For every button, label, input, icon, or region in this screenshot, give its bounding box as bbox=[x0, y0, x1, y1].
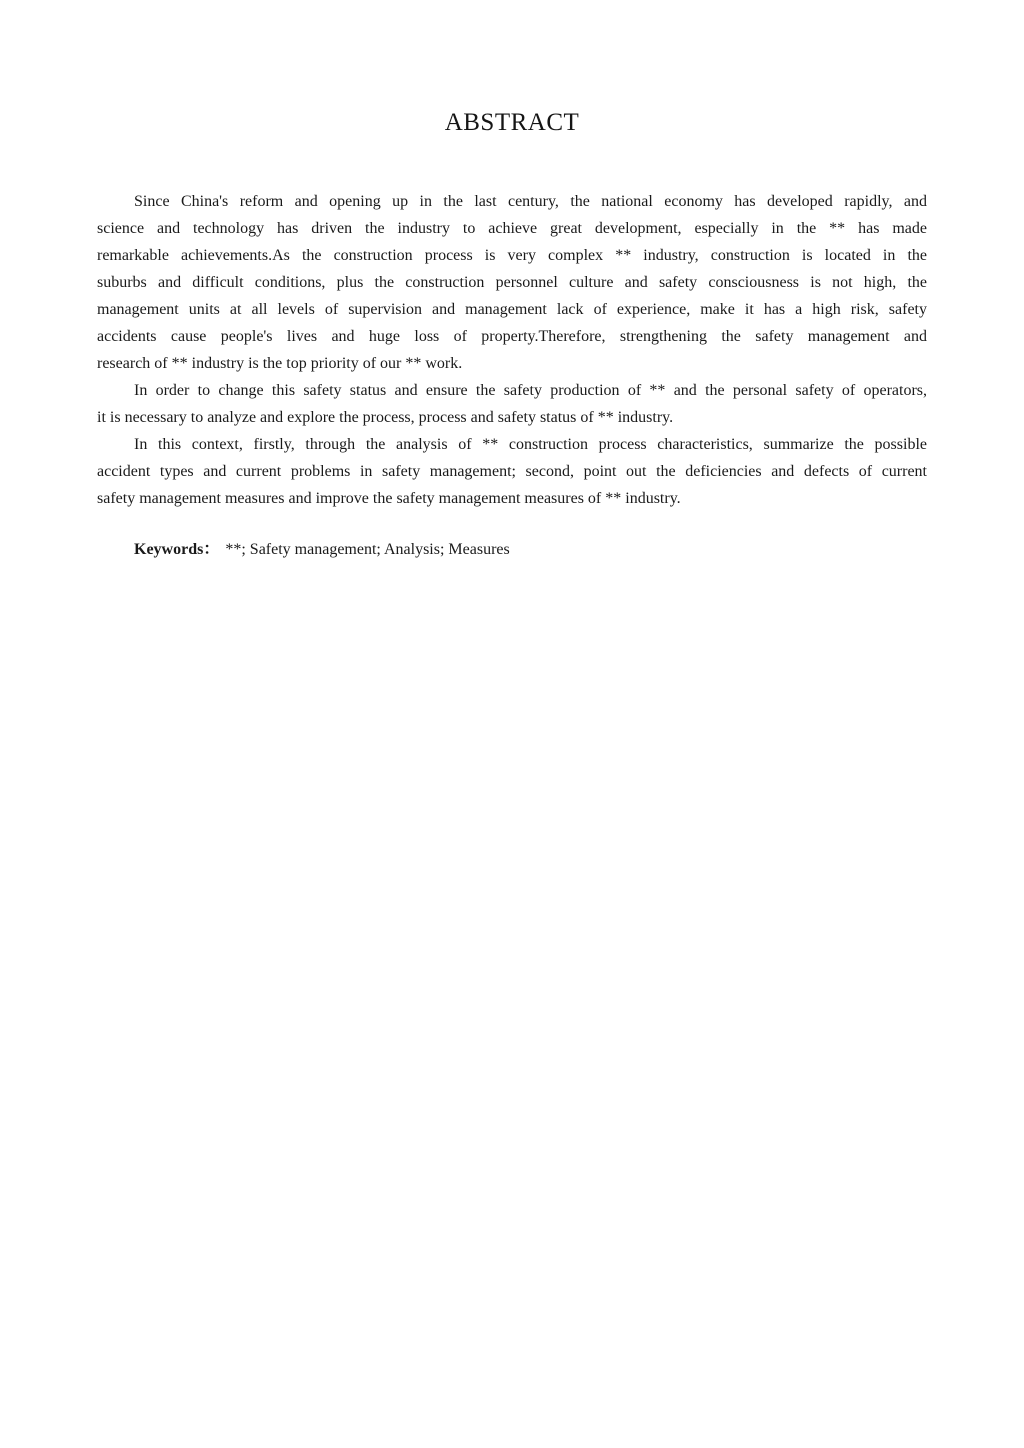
paragraph-line: science and technology has driven the industry to achieve great development, especially in the ** has made bbox=[97, 220, 927, 237]
paragraph-line: it is necessary to analyze and explore the process, process and safety status of ** industry. bbox=[97, 409, 674, 426]
paragraph-line: suburbs and difficult conditions, plus the construction personnel culture and safety consciousness is not high, the bbox=[97, 274, 927, 291]
keywords-label: Keywords： bbox=[134, 541, 220, 558]
keywords-line bbox=[97, 536, 927, 563]
paragraph-line: research of ** industry is the top priority of our ** work. bbox=[97, 355, 463, 372]
paragraph-line: Since China's reform and opening up in the last century, the national economy has developed rapidly, and bbox=[134, 193, 927, 210]
paragraph-line: management units at all levels of supervision and management lack of experience, make it has a high risk, safety bbox=[97, 301, 927, 318]
paragraph-line: remarkable achievements.As the construction process is very complex ** industry, construction is located in the bbox=[97, 247, 927, 264]
paragraph-line: In order to change this safety status and ensure the safety production of ** and the personal safety of operators, bbox=[134, 382, 927, 399]
page-title: ABSTRACT bbox=[444, 109, 580, 136]
paragraph-line: accidents cause people's lives and huge loss of property.Therefore, strengthening the safety management and bbox=[97, 328, 927, 345]
abstract-body bbox=[97, 188, 927, 563]
paragraph-line: safety management measures and improve the safety management measures of ** industry. bbox=[97, 490, 681, 507]
keywords-text: **; Safety management; Analysis; Measures bbox=[225, 541, 510, 558]
paragraph-line: In this context, firstly, through the analysis of ** construction process characteristics, summarize the possible bbox=[134, 436, 927, 453]
paragraph-line: accident types and current problems in safety management; second, point out the deficiencies and defects of current bbox=[97, 463, 927, 480]
